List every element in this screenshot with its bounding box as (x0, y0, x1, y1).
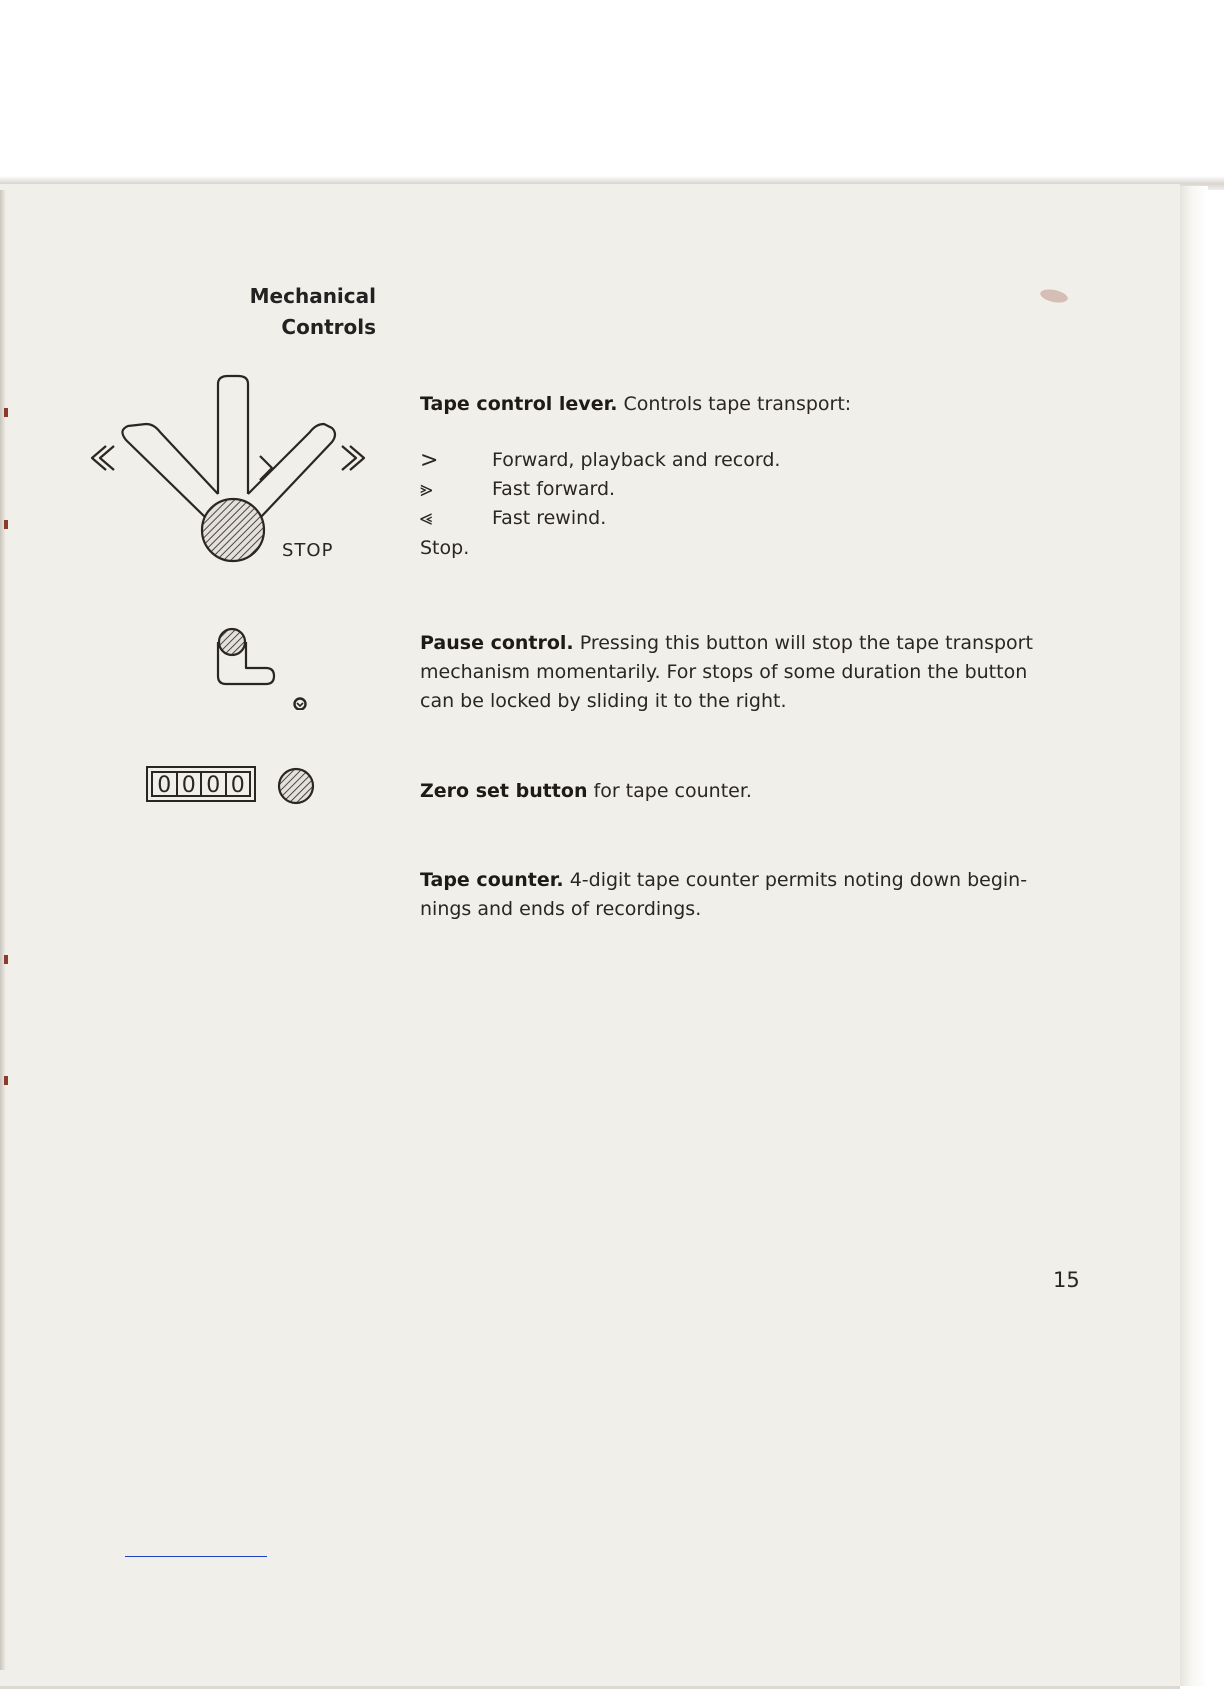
counter-digit: 0 (176, 771, 203, 797)
tape-counter-line2: nings and ends of recordings. (420, 898, 702, 920)
binding-mark (4, 955, 8, 964)
counter-digit: 0 (151, 771, 178, 797)
zero-set-button-icon (276, 766, 316, 806)
page-number: 15 (1053, 1268, 1080, 1292)
binding-mark (4, 1076, 8, 1085)
stop-text: Stop. (420, 537, 470, 559)
tape-control-heading: Tape control lever. (420, 393, 618, 415)
zero-set-text: for tape counter. (587, 780, 752, 802)
tape-control-intro: Controls tape transport: (617, 393, 852, 415)
tape-control-paragraph (420, 390, 851, 419)
tape-counter-paragraph (420, 866, 1027, 924)
pause-control-icon (212, 624, 322, 710)
counter-digit: 0 (225, 771, 252, 797)
counter-digit: 0 (200, 771, 227, 797)
pause-control-line3: can be locked by sliding it to the right. (420, 690, 787, 712)
forward-symbol: > (420, 448, 439, 473)
section-title (250, 281, 376, 343)
stop-label: STOP (282, 540, 334, 561)
tape-counter-line1: 4-digit tape counter permits noting down begin- (563, 869, 1028, 891)
zero-set-heading: Zero set button (420, 780, 588, 802)
section-title-line2: Controls (281, 315, 376, 339)
tape-counter-display (146, 766, 256, 802)
fast-forward-text: Fast forward. (492, 478, 616, 500)
fast-rewind-text: Fast rewind. (492, 507, 607, 529)
tape-counter-heading: Tape counter. (420, 869, 564, 891)
tape-lever-icon (88, 370, 378, 570)
pause-control-heading: Pause control. (420, 632, 574, 654)
bottom-line (125, 1556, 267, 1557)
binding-mark (4, 408, 8, 417)
page-right-edge (1180, 186, 1208, 1686)
fast-rewind-symbol: ⪡ (420, 506, 433, 531)
binding-mark (4, 520, 8, 529)
zero-set-paragraph (420, 777, 752, 806)
forward-text: Forward, playback and record. (492, 449, 781, 471)
pause-control-line1: Pressing this button will stop the tape transport (573, 632, 1033, 654)
pause-control-paragraph (420, 629, 1033, 716)
section-title-line1: Mechanical (249, 284, 376, 308)
fast-forward-symbol: ⪢ (420, 477, 433, 502)
pause-control-line2: mechanism momentarily. For stops of some duration the button (420, 661, 1028, 683)
